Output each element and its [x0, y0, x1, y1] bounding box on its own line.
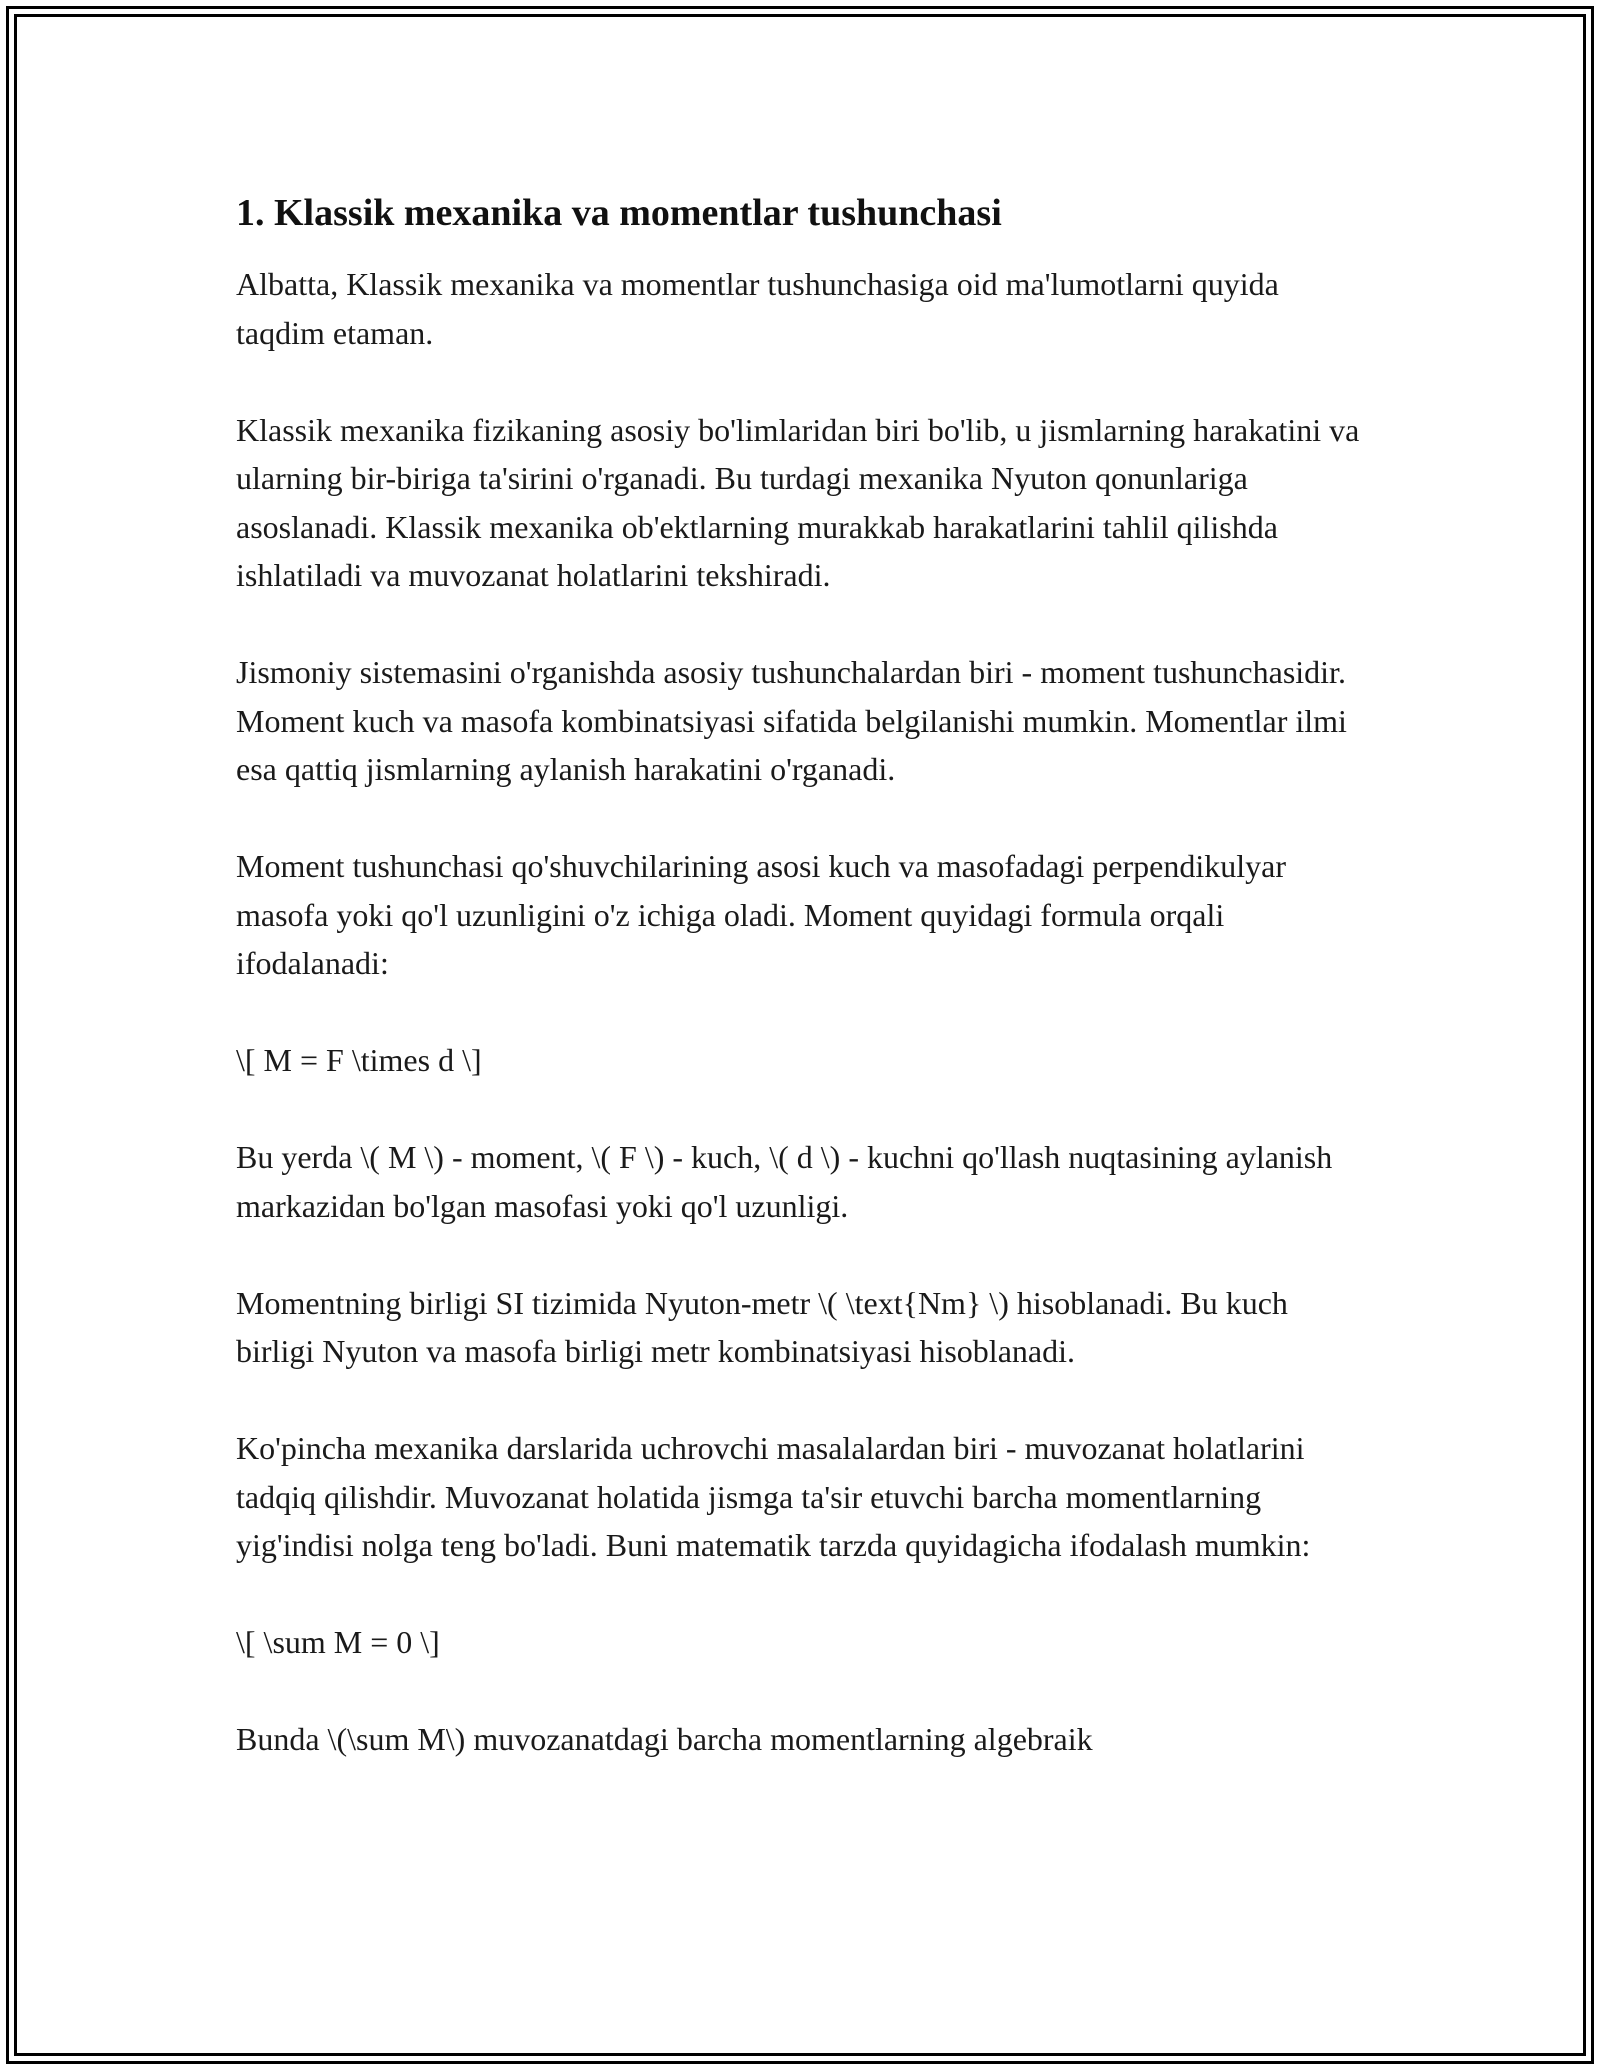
document-body [236, 184, 1366, 1764]
paragraph-intro: Albatta, Klassik mexanika va momentlar tushunchasiga oid ma'lumotlarni quyida taqdim etaman. [236, 266, 1279, 351]
paragraph-equilibrium: Ko'pincha mexanika darslarida uchrovchi masalalardan biri - muvozanat holatlarini tadqiq qilishdir. Muvozanat holatida jismga ta'sir etuvchi barcha momentlarning yig'indisi nolga teng bo'ladi. Buni matematik tarzda quyidagicha ifodalash mumkin: [236, 1430, 1311, 1563]
section-heading: 1. Klassik mexanika va momentlar tushunchasi [236, 192, 1002, 234]
formula-moment: \[ M = F \times d \] [236, 1042, 482, 1078]
paragraph-moment-concept: Jismoniy sistemasini o'rganishda asosiy tushunchalardan biri - moment tushunchasidir. Moment kuch va masofa kombinatsiyasi sifatida belgilanishi mumkin. Momentlar ilmi esa qattiq jismlarning aylanish harakatini o'rganadi. [236, 654, 1347, 787]
paragraph-moment-components: Moment tushunchasi qo'shuvchilarining asosi kuch va masofadagi perpendikulyar masofa yoki qo'l uzunligini o'z ichiga oladi. Moment quyidagi formula orqali ifodalanadi: [236, 848, 1286, 981]
paragraph-classical-mechanics: Klassik mexanika fizikaning asosiy bo'limlaridan biri bo'lib, u jismlarning harakatini va ularning bir-biriga ta'sirini o'rganadi. Bu turdagi mexanika Nyuton qonunlariga asoslanadi. Klassik mexanika ob'ektlarning murakkab harakatlarini tahlil qilishda ishlatiladi va muvozanat holatlarini tekshiradi. [236, 411, 1360, 593]
paragraph-formula-terms: Bu yerda \( M \) - moment, \( F \) - kuch, \( d \) - kuchni qo'llash nuqtasining aylanish markazidan bo'lgan masofasi yoki qo'l uzunligi. [236, 1139, 1333, 1224]
paragraph-sum-explanation: Bunda \(\sum M\) muvozanatdagi barcha momentlarning algebraik [236, 1721, 1093, 1757]
formula-sum-moments: \[ \sum M = 0 \] [236, 1624, 440, 1660]
paragraph-si-unit: Momentning birligi SI tizimida Nyuton-metr \( \text{Nm} \) hisoblanadi. Bu kuch birligi Nyuton va masofa birligi metr kombinatsiyasi hisoblanadi. [236, 1284, 1288, 1369]
